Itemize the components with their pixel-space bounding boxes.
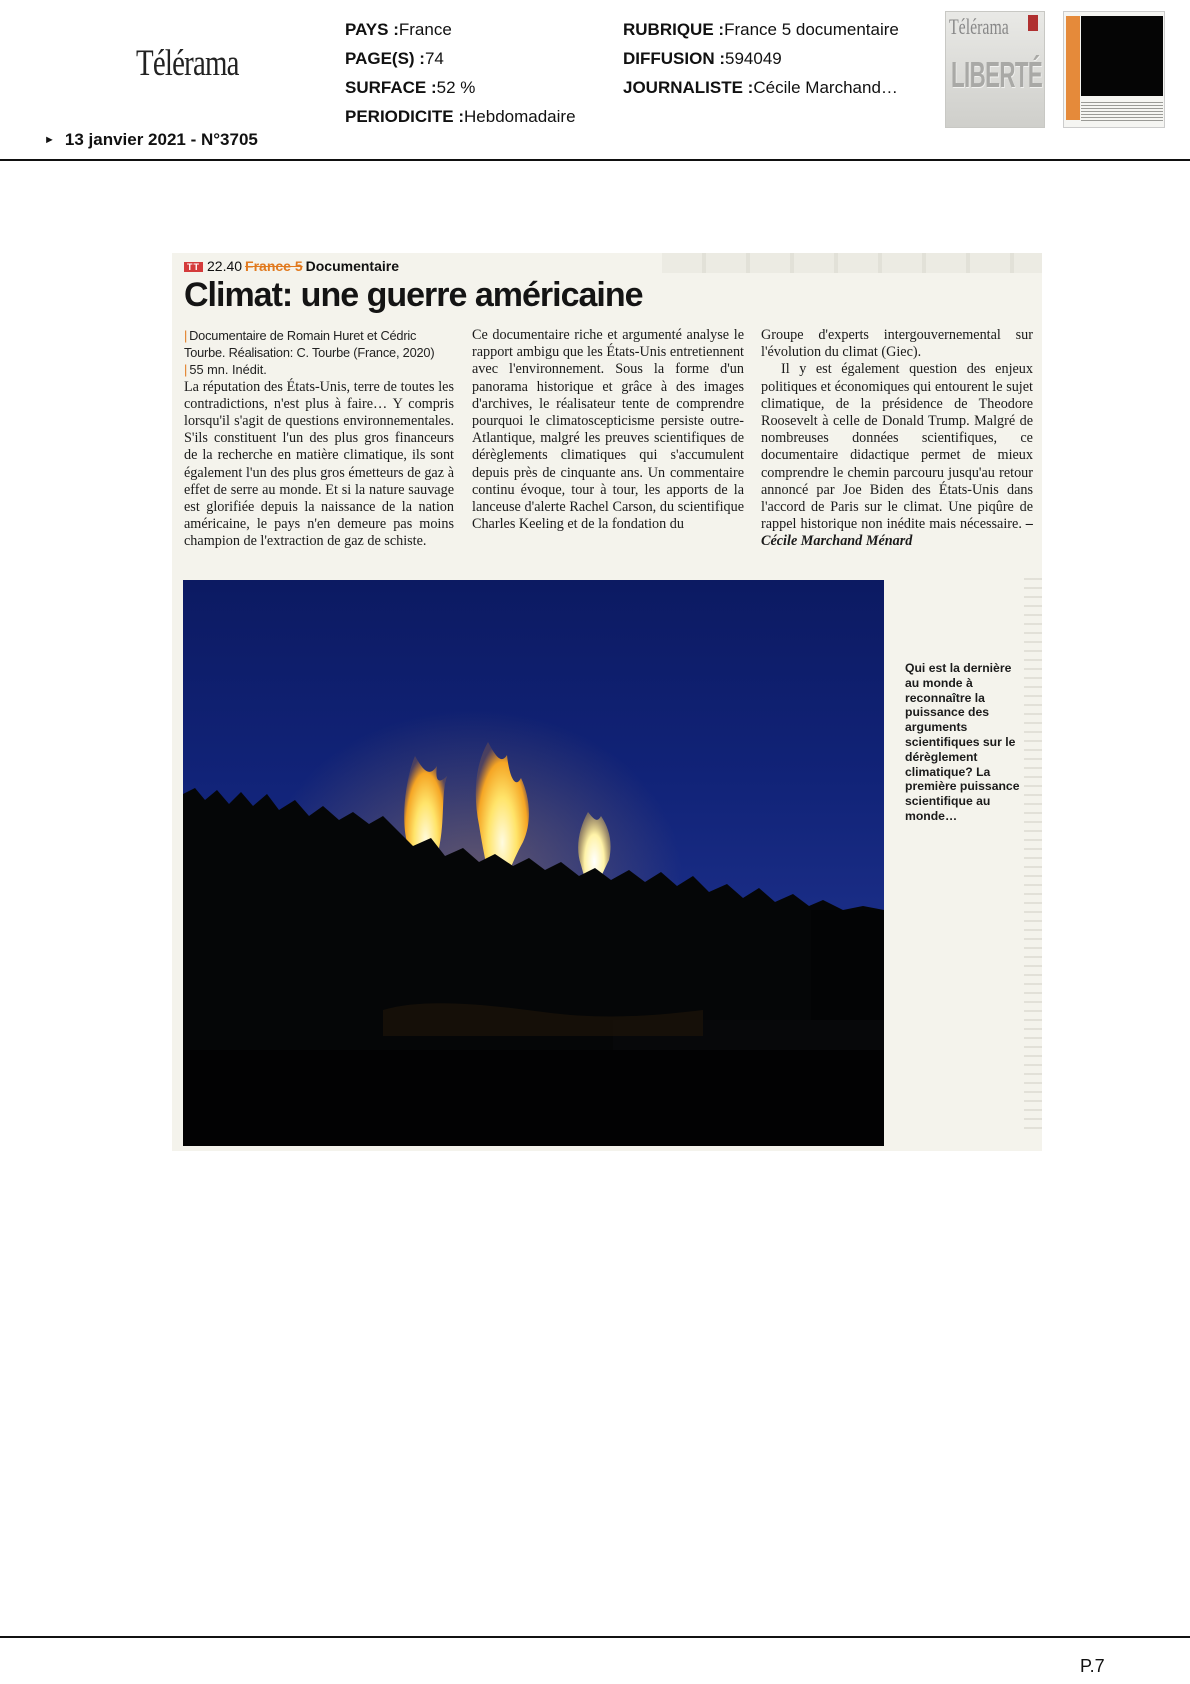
air-time: 22.40 (207, 258, 243, 274)
footer-rule (0, 1636, 1190, 1638)
publication-logo: Télérama (136, 43, 239, 84)
genre-label: Documentaire (305, 258, 399, 274)
meta-right-block (623, 15, 899, 102)
page-thumb-text (1081, 100, 1163, 122)
column-3-paragraph-1: Groupe d'experts intergouvernemental sur l'évolution du climat (Giec). (761, 327, 1033, 361)
credit-bar-icon: | (184, 328, 188, 343)
issue-date (44, 130, 258, 150)
article-credits: | Documentaire de Romain Huret et Cédric Tourbe. Réalisation: C. Tourbe (France, 2020) (184, 328, 435, 361)
meta-diffusion: DIFFUSION :594049 (623, 49, 782, 68)
page-thumbnail[interactable] (1063, 11, 1165, 128)
channel-name: France 5 (245, 258, 303, 274)
photo-caption: Qui est la dernière au monde à reconnaître la puissance des arguments scientifiques sur le dérèglement climatique? La première puissance scientifique au monde… (905, 661, 1020, 823)
clipping-header (0, 0, 1190, 161)
duration-bar-icon: | (184, 362, 188, 378)
meta-rubrique: RUBRIQUE :France 5 documentaire (623, 20, 899, 39)
article-column-1 (184, 327, 454, 551)
magazine-cover-thumbnail[interactable] (945, 11, 1045, 128)
flares-illustration (183, 580, 884, 1146)
triangle-bullet-icon: ► (44, 134, 55, 146)
article-column-3 (761, 327, 1033, 551)
column-1-text: La réputation des États-Unis, terre de toutes les contradictions, n'est plus à faire… Y compris lorsqu'il s'agit de questions environnementales. S'ils constituent l'un des plus gros financeurs de la recherche en matière climatique, ils sont également l'un des plus gros émetteurs de gaz à effet de serre au monde. Et si la nature sauvage est glorifiée depuis la naissance de la nation américaine, le pays n'en demeure pas moins champion de l'extraction de gaz de schiste. (184, 378, 454, 550)
meta-periodicite: PERIODICITE :Hebdomadaire (345, 107, 576, 126)
column-3-paragraph-2: Il y est également question des enjeux politiques et économiques qui entourent le sujet climatique, de la présidence de Theodore Roosevelt à celle de Donald Trump. Malgré de nombreuses données scientifiques, ce documentaire didactique permet de mieux comprendre le chemin parcouru jusqu'au retour annoncé par Joe Biden des États-Unis dans l'accord de Paris sur le climat. Une piqûre de rappel historique non inédite mais nécessaire. – Cécile Marchand Ménard (761, 361, 1033, 550)
column-2-text: Ce documentaire riche et argumenté analyse le rapport ambigu que les États-Unis entretiennent avec l'environnement. Sous la forme d'un panorama historique et grâce à des images d'archives, le réalisateur tente de comprendre pourquoi le climatoscepticisme persiste outre-Atlantique, malgré les preuves scientifiques de dérèglements climatiques qui s'accumulent depuis près de cinquante ans. Un commentaire continu évoque, tour à tour, les apports de la lanceuse d'alerte Rachel Carson, du scientifique Charles Keeling et de la fondation du (472, 327, 744, 533)
meta-pages: PAGE(S) :74 (345, 49, 444, 68)
article-column-2 (472, 327, 744, 533)
tt-rating-badge: TT (184, 262, 203, 272)
meta-left-block (345, 15, 576, 131)
article-title: Climat: une guerre américaine (184, 276, 643, 314)
neighbor-column-strip-right (1024, 571, 1042, 1131)
article-clipping (172, 253, 1042, 1151)
article-author: – Cécile Marchand Ménard (761, 516, 1033, 550)
cover-logo: Télérama (949, 14, 1009, 39)
cover-headline: LIBERTÉ (951, 54, 1043, 95)
page-thumb-photo (1081, 16, 1163, 96)
gas-flares-photo (183, 580, 884, 1146)
cover-red-mark (1028, 15, 1038, 31)
meta-surface: SURFACE :52 % (345, 78, 476, 97)
meta-journaliste: JOURNALISTE :Cécile Marchand… (623, 78, 898, 97)
article-duration: | 55 mn. Inédit. (184, 362, 267, 378)
page-number: P.7 (1080, 1656, 1105, 1676)
page-thumb-sidebar (1066, 16, 1080, 120)
article-kicker (184, 258, 399, 274)
neighbor-column-strip-top (662, 253, 1042, 273)
meta-pays: PAYS :France (345, 20, 452, 39)
issue-date-text: 13 janvier 2021 - N°3705 (64, 130, 258, 149)
header-rule (0, 159, 1190, 161)
